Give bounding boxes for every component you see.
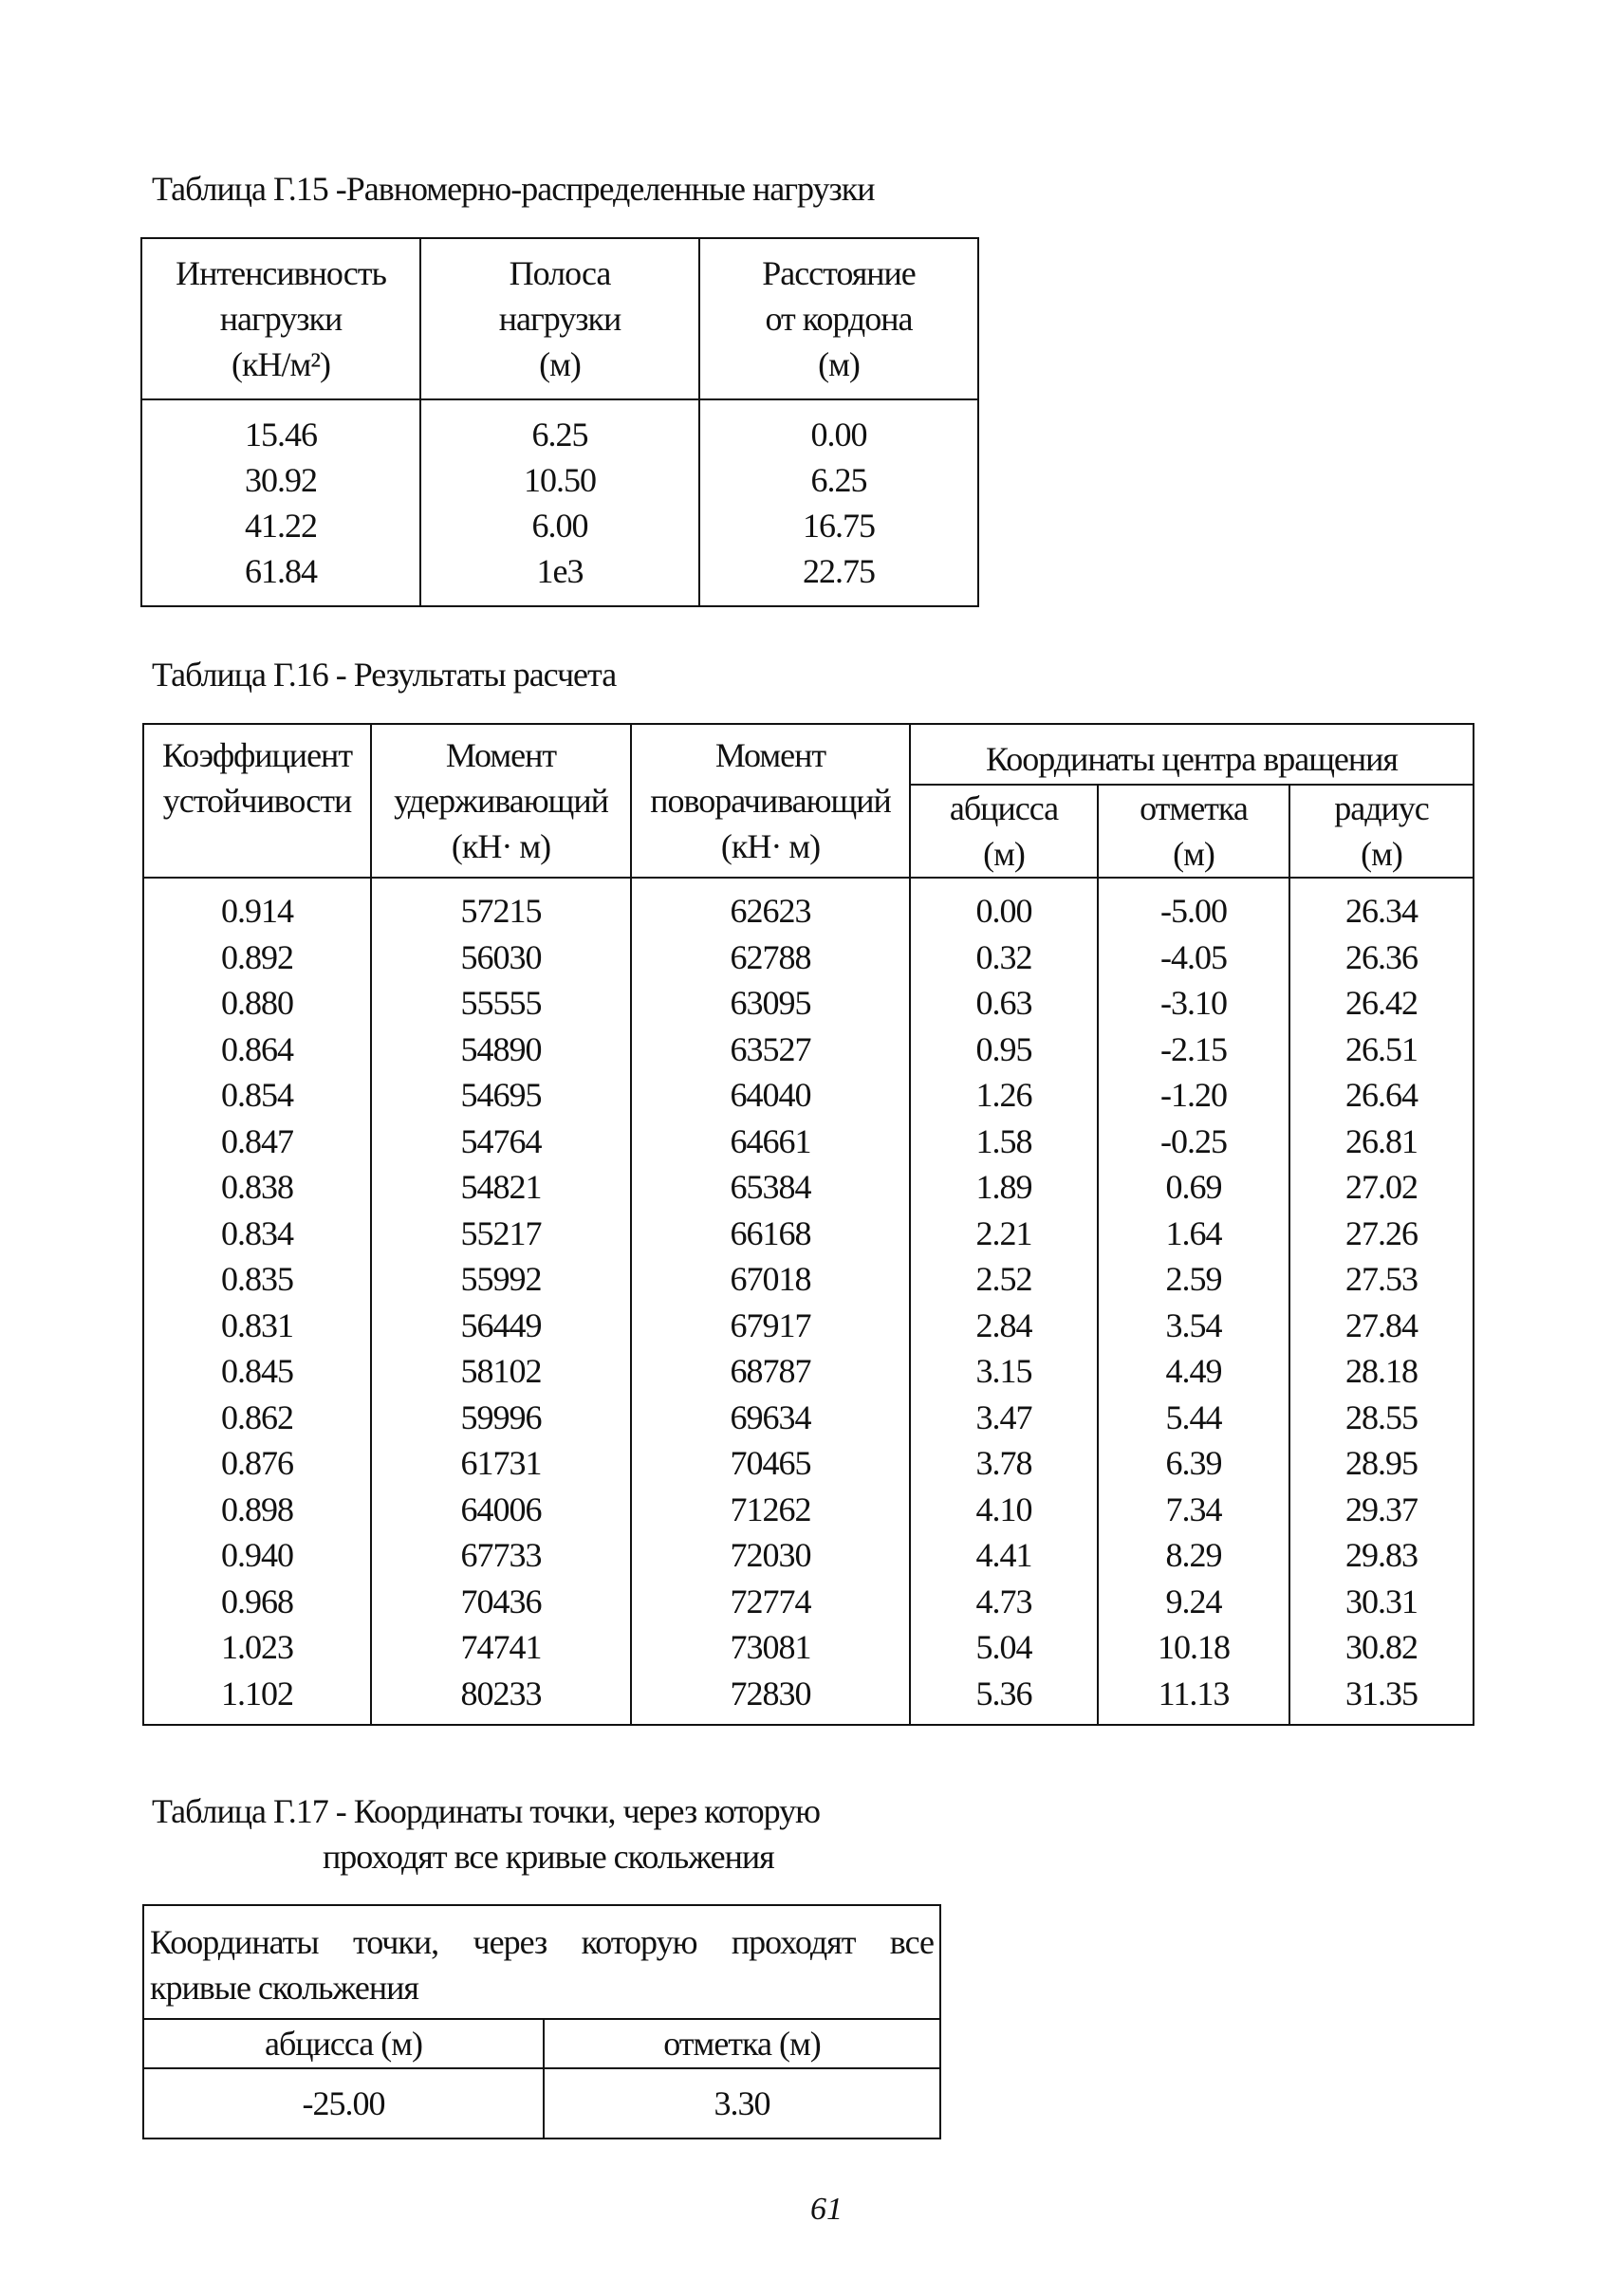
table-cell: 2.59 [1165,1260,1222,1298]
table15-caption: Таблица Г.15 -Равномерно-распределенные нагрузки [152,170,875,208]
table-cell: 0.831 [221,1305,293,1344]
table-cell: 26.64 [1345,1076,1418,1114]
table-cell: 10.18 [1158,1628,1230,1666]
table-cell: 0.834 [221,1213,293,1252]
t16-header-r: радиус (м) [1289,785,1474,878]
t15-header-distance: Расстояние от кордона (м) [699,238,978,399]
table-cell: 27.84 [1345,1305,1418,1344]
t16-col-k [143,878,371,1725]
table-cell: 67917 [730,1305,811,1344]
table-cell: -1.20 [1160,1076,1227,1114]
table-cell: 0.69 [1165,1168,1222,1206]
table-cell: 0.95 [975,1029,1032,1068]
table-cell: 9.24 [1165,1582,1222,1620]
table16 [142,723,1474,1726]
table-cell: 68787 [730,1352,811,1390]
table-cell: 0.00 [810,416,867,454]
table-cell: 1.102 [221,1674,293,1713]
table-cell: 15.46 [245,416,317,454]
table-cell: 66168 [730,1213,811,1252]
table-cell: 0.845 [221,1352,293,1390]
table-cell: 63095 [730,984,811,1022]
table-cell: 0.880 [221,984,293,1022]
table-cell: 1.58 [975,1121,1032,1160]
table-cell: 61.84 [245,552,317,590]
t15-col-distance [699,399,978,606]
t16-header-m-hold: Момент удерживающий (кН· м) [371,724,631,878]
table-cell: 2.21 [975,1213,1032,1252]
t16-col-m-turn [631,878,910,1725]
t16-header-m-turn: Момент поворачивающий (кН· м) [631,724,910,878]
table-cell: 31.35 [1345,1674,1418,1713]
table-cell: 29.83 [1345,1536,1418,1574]
t16-col-y [1098,878,1289,1725]
table-cell: 64040 [730,1076,811,1114]
table-cell: 6.25 [810,461,867,499]
table-cell: 56030 [460,937,542,976]
table-cell: 0.892 [221,937,293,976]
table-cell: 29.37 [1345,1490,1418,1528]
t16-header-x: абцисса (м) [910,785,1098,878]
table-cell: 59996 [460,1398,542,1436]
page-number: 61 [810,2192,843,2227]
table-cell: -4.05 [1160,937,1227,976]
table-cell: 55555 [460,984,542,1022]
table-cell: 26.34 [1345,892,1418,930]
table-cell: 0.32 [975,937,1032,976]
table-cell: 6.39 [1165,1444,1222,1482]
table-cell: 3.54 [1165,1305,1222,1344]
table-cell: 0.898 [221,1490,293,1528]
table-cell: 26.81 [1345,1121,1418,1160]
table-cell: 54821 [460,1168,542,1206]
t15-header-intensity: Интенсивность нагрузки (кН/м²) [141,238,420,399]
table-cell: 80233 [460,1674,542,1713]
table-cell: 55992 [460,1260,542,1298]
t17-value-x: -25.00 [143,2068,544,2139]
table15 [140,237,979,607]
table-cell: 7.34 [1165,1490,1222,1528]
table-cell: 5.36 [975,1674,1032,1713]
table-cell: -2.15 [1160,1029,1227,1068]
table-cell: 1e3 [536,552,584,590]
table-cell: 54764 [460,1121,542,1160]
table-cell: 62623 [730,892,811,930]
t17-header-x: абцисса (м) [143,2019,544,2068]
table17-caption-line1: Таблица Г.17 - Координаты точки, через которую [152,1792,821,1830]
table-cell: 72830 [730,1674,811,1713]
t15-col-intensity [141,399,420,606]
table-cell: 1.89 [975,1168,1032,1206]
table-cell: 3.47 [975,1398,1032,1436]
table-cell: 64006 [460,1490,542,1528]
table-cell: 1.64 [1165,1213,1222,1252]
table-cell: 6.25 [531,416,588,454]
table-cell: 28.95 [1345,1444,1418,1482]
table-cell: 0.862 [221,1398,293,1436]
table-cell: 73081 [730,1628,811,1666]
table-cell: 4.41 [975,1536,1032,1574]
table-cell: 72030 [730,1536,811,1574]
t16-header-y: отметка (м) [1098,785,1289,878]
table16-caption: Таблица Г.16 - Результаты расчета [152,656,617,694]
table-cell: 4.49 [1165,1352,1222,1390]
table-cell: 71262 [730,1490,811,1528]
t16-col-r [1289,878,1474,1725]
table-cell: 30.31 [1345,1582,1418,1620]
table-cell: 8.29 [1165,1536,1222,1574]
table-cell: 3.15 [975,1352,1032,1390]
table-cell: 0.63 [975,984,1032,1022]
table-cell: -5.00 [1160,892,1227,930]
table-cell: 74741 [460,1628,542,1666]
table-cell: 0.914 [221,892,293,930]
table-cell: 0.835 [221,1260,293,1298]
table-cell: 2.84 [975,1305,1032,1344]
table-cell: 5.04 [975,1628,1032,1666]
table-cell: 16.75 [803,507,875,545]
table-cell: 26.36 [1345,937,1418,976]
table-cell: 58102 [460,1352,542,1390]
table-cell: 0.00 [975,892,1032,930]
table-cell: -3.10 [1160,984,1227,1022]
table-cell: 0.968 [221,1582,293,1620]
t15-col-strip [420,399,699,606]
table-cell: 1.26 [975,1076,1032,1114]
t17-value-y: 3.30 [544,2068,940,2139]
t16-header-k: Коэффициент устойчивости [143,724,371,878]
table-cell: 30.92 [245,461,317,499]
table-cell: 54890 [460,1029,542,1068]
table-cell: -0.25 [1160,1121,1227,1160]
t15-header-strip: Полоса нагрузки (м) [420,238,699,399]
table-cell: 0.940 [221,1536,293,1574]
table-cell: 4.10 [975,1490,1032,1528]
table-cell: 64661 [730,1121,811,1160]
table-cell: 26.42 [1345,984,1418,1022]
table-cell: 28.55 [1345,1398,1418,1436]
table-cell: 30.82 [1345,1628,1418,1666]
table17-caption-line2: проходят все кривые скольжения [323,1838,774,1876]
table-cell: 0.864 [221,1029,293,1068]
table-cell: 4.73 [975,1582,1032,1620]
t16-header-group: Координаты центра вращения [910,724,1474,785]
table-cell: 22.75 [803,552,875,590]
table-cell: 65384 [730,1168,811,1206]
table-cell: 72774 [730,1582,811,1620]
table-cell: 70465 [730,1444,811,1482]
table-cell: 67018 [730,1260,811,1298]
table-cell: 1.023 [221,1628,293,1666]
table-cell: 54695 [460,1076,542,1114]
table-cell: 27.02 [1345,1168,1418,1206]
table-cell: 70436 [460,1582,542,1620]
t17-header: Координаты точки, через которую проходят все кривые скольжения [143,1905,940,2019]
table-cell: 61731 [460,1444,542,1482]
table-cell: 11.13 [1158,1674,1230,1713]
table-cell: 55217 [460,1213,542,1252]
table-cell: 62788 [730,937,811,976]
t16-col-x [910,878,1098,1725]
table-cell: 2.52 [975,1260,1032,1298]
table-cell: 6.00 [531,507,588,545]
table-cell: 63527 [730,1029,811,1068]
table17 [142,1904,941,2139]
table-cell: 28.18 [1345,1352,1418,1390]
table-cell: 0.876 [221,1444,293,1482]
t16-col-m-hold [371,878,631,1725]
table-cell: 27.53 [1345,1260,1418,1298]
table-cell: 3.78 [975,1444,1032,1482]
table-cell: 26.51 [1345,1029,1418,1068]
table-cell: 0.838 [221,1168,293,1206]
table-cell: 57215 [460,892,542,930]
t17-header-y: отметка (м) [544,2019,940,2068]
table-cell: 5.44 [1165,1398,1222,1436]
table-cell: 0.854 [221,1076,293,1114]
table-cell: 69634 [730,1398,811,1436]
table-cell: 67733 [460,1536,542,1574]
table-cell: 41.22 [245,507,317,545]
table-cell: 56449 [460,1305,542,1344]
table-cell: 0.847 [221,1121,293,1160]
table-cell: 27.26 [1345,1213,1418,1252]
table-cell: 10.50 [524,461,596,499]
